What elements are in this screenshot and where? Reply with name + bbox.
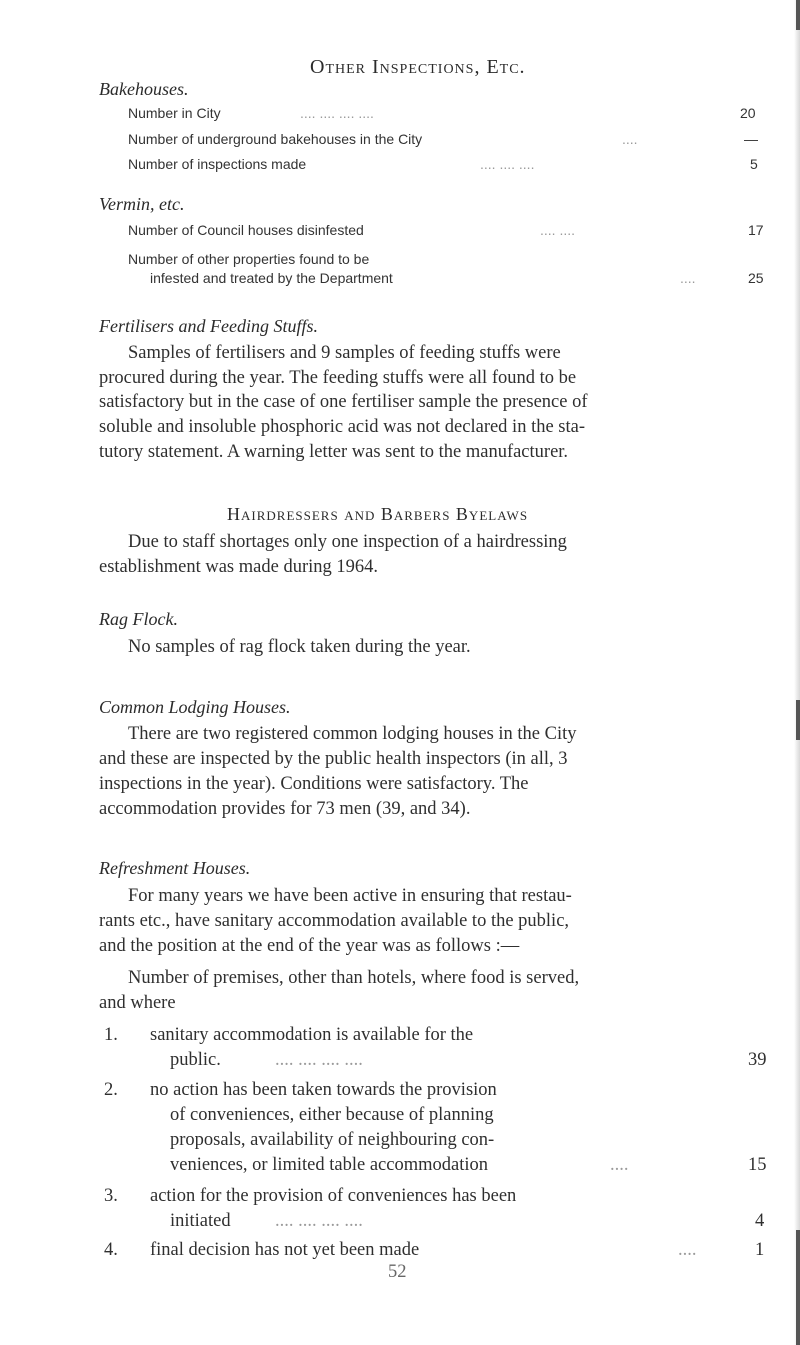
list-item-text: action for the provision of conveniences has been — [150, 1186, 517, 1206]
fertilisers-text-line: Samples of fertilisers and 9 samples of feeding stuffs were — [128, 343, 561, 363]
refreshment-text-line: Number of premises, other than hotels, where food is served, — [128, 968, 580, 988]
page-edge-shadow — [794, 0, 800, 1345]
page-number: 52 — [388, 1262, 407, 1282]
leader-dots: .... .... .... .... — [275, 1050, 363, 1070]
lodging-heading: Common Lodging Houses. — [99, 697, 291, 717]
list-item-text: public. — [170, 1050, 221, 1070]
vermin-row-value: 17 — [748, 222, 764, 238]
leader-dots: .... — [622, 131, 638, 147]
refreshment-text-line: and where — [99, 993, 176, 1013]
fertilisers-text-line: tutory statement. A warning letter was sent to the manufacturer. — [99, 442, 569, 462]
hairdressers-text-line: Due to staff shortages only one inspection of a hairdressing — [128, 532, 567, 552]
lodging-text-line: There are two registered common lodging houses in the City — [128, 724, 577, 744]
vermin-row-label: Number of Council houses disinfested — [128, 222, 364, 238]
fertilisers-text-line: satisfactory but in the case of one fertiliser sample the presence of — [99, 392, 588, 412]
list-item-number: 2. — [104, 1080, 118, 1100]
list-item-value: 4 — [755, 1211, 765, 1231]
list-item-number: 1. — [104, 1025, 118, 1045]
list-item-text: of conveniences, either because of planning — [170, 1105, 494, 1125]
bakehouse-row-value: 5 — [750, 156, 758, 172]
refreshment-heading: Refreshment Houses. — [99, 858, 251, 878]
hairdressers-heading: Hairdressers and Barbers Byelaws — [227, 504, 529, 524]
list-item-value: 15 — [748, 1155, 767, 1175]
bakehouse-row-value: 20 — [740, 105, 756, 121]
leader-dots: .... .... .... — [480, 156, 535, 172]
list-item-number: 3. — [104, 1186, 118, 1206]
list-item-number: 4. — [104, 1240, 118, 1260]
bakehouse-row-label: Number of inspections made — [128, 156, 307, 172]
refreshment-text-line: rants etc., have sanitary accommodation available to the public, — [99, 911, 570, 931]
list-item-value: 1 — [755, 1240, 765, 1260]
list-item-text: proposals, availability of neighbouring con- — [170, 1130, 495, 1150]
vermin-row-value: 25 — [748, 270, 764, 286]
lodging-text-line: inspections in the year). Conditions were satisfactory. The — [99, 774, 529, 794]
leader-dots: .... .... — [540, 222, 576, 238]
lodging-text-line: accommodation provides for 73 men (39, and 34). — [99, 799, 471, 819]
list-item-text: veniences, or limited table accommodation — [170, 1155, 488, 1175]
leader-dots: .... — [610, 1155, 629, 1175]
fertilisers-text-line: procured during the year. The feeding stuffs were all found to be — [99, 368, 577, 388]
hairdressers-text-line: establishment was made during 1964. — [99, 557, 378, 577]
leader-dots: .... — [680, 270, 696, 286]
vermin-row-label: Number of other properties found to be — [128, 251, 370, 267]
list-item-text: final decision has not yet been made — [150, 1240, 420, 1260]
page-edge-mark — [796, 0, 800, 30]
rag-flock-text-line: No samples of rag flock taken during the year. — [128, 637, 471, 657]
page-edge-mark — [796, 700, 800, 740]
fertilisers-heading: Fertilisers and Feeding Stuffs. — [99, 316, 318, 336]
vermin-heading: Vermin, etc. — [99, 194, 185, 214]
bakehouse-row-value: — — [744, 131, 758, 147]
list-item-text: no action has been taken towards the provision — [150, 1080, 497, 1100]
refreshment-text-line: and the position at the end of the year was as follows :— — [99, 936, 520, 956]
leader-dots: .... — [678, 1240, 697, 1260]
list-item-text: sanitary accommodation is available for the — [150, 1025, 474, 1045]
refreshment-text-line: For many years we have been active in ensuring that restau- — [128, 886, 572, 906]
leader-dots: .... .... .... .... — [300, 105, 374, 121]
bakehouse-row-label: Number of underground bakehouses in the City — [128, 131, 423, 147]
fertilisers-text-line: soluble and insoluble phosphoric acid was not declared in the sta- — [99, 417, 586, 437]
bakehouse-row-label: Number in City — [128, 105, 221, 121]
page-edge-mark — [796, 1230, 800, 1345]
list-item-text: initiated — [170, 1211, 231, 1231]
page-title: Other Inspections, Etc. — [310, 56, 526, 78]
rag-flock-heading: Rag Flock. — [99, 609, 178, 629]
bakehouses-heading: Bakehouses. — [99, 79, 189, 99]
lodging-text-line: and these are inspected by the public health inspectors (in all, 3 — [99, 749, 568, 769]
list-item-value: 39 — [748, 1050, 767, 1070]
vermin-row-label-continued: infested and treated by the Department — [150, 270, 393, 286]
leader-dots: .... .... .... .... — [275, 1211, 363, 1231]
